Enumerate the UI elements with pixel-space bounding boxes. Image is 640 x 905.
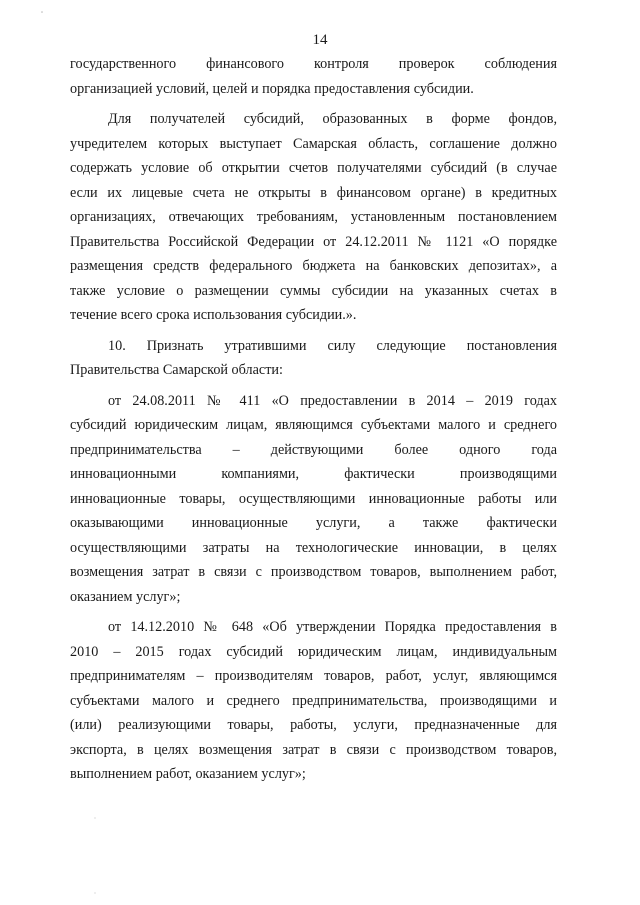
paragraph [70, 107, 557, 328]
text-line: 10. Признать утратившими силу следующие постановления [108, 337, 557, 354]
text-line: организацией условий, целей и порядка предоставления субсидии. [70, 80, 474, 97]
text-line: оказывающими инновационные услуги, а также фактически [70, 515, 557, 531]
text-line: оказанием услуг»; [70, 588, 181, 605]
text-line: от 24.08.2011 № 411 «О предоставлении в 2014 – 2019 годах [108, 392, 557, 409]
text-line: предпринимателям – производителям товаров, работ, услуг, являющимся [70, 668, 557, 684]
text-line: Правительства Самарской области: [70, 362, 283, 378]
paragraph [70, 615, 557, 787]
text-line: субсидий юридическим лицам, являющимся субъектами малого и среднего [70, 417, 557, 433]
text-line: Правительства Российской Федерации от 24.12.2011 № 1121 «О порядке [70, 233, 557, 250]
scan-speck [94, 892, 95, 893]
text-line: выполнением работ, оказанием услуг»; [70, 766, 306, 782]
scan-speck [41, 11, 43, 13]
text-line: возмещения затрат в связи с производством товаров, выполнением работ, [70, 564, 557, 580]
paragraph [70, 334, 557, 383]
text-line: субъектами малого и среднего предпринимательства, производящими и [70, 692, 557, 709]
text-line: учредителем которых выступает Самарская область, соглашение должно [70, 135, 557, 152]
scan-speck [94, 817, 95, 818]
text-line: осуществляющими затраты на технологические инновации, в целях [70, 539, 557, 556]
document-body [70, 52, 557, 787]
text-line: экспорта, в целях возмещения затрат в связи с производством товаров, [70, 741, 557, 758]
text-line: Для получателей субсидий, образованных в форме фондов, [108, 111, 557, 127]
text-line: также условие о размещении суммы субсидии на указанных счетах в [70, 282, 557, 299]
text-line: инновационные товары, осуществляющими инновационные работы или [70, 490, 557, 507]
text-line: (или) реализующими товары, работы, услуги, предназначенные для [70, 717, 557, 733]
text-line: содержать условие об открытии счетов получателями субсидий (в случае [70, 160, 557, 176]
text-line: от 14.12.2010 № 648 «Об утверждении Порядка предоставления в [108, 619, 557, 635]
text-line: организациях, отвечающих требованиям, установленным постановлением [70, 209, 557, 225]
text-line: течение всего срока использования субсидии.». [70, 307, 357, 323]
paragraph [70, 389, 557, 610]
text-line: 2010 – 2015 годах субсидий юридическим лицам, индивидуальным [70, 643, 557, 660]
page-number: 14 [312, 32, 328, 48]
text-line: предпринимательства – действующими более одного года [70, 441, 557, 458]
text-line: государственного финансового контроля проверок соблюдения [70, 56, 557, 72]
text-line: инновационными компаниями, фактически производящими [70, 466, 557, 482]
paragraph [70, 52, 557, 101]
text-line: если их лицевые счета не открыты в финансовом органе) в кредитных [70, 184, 557, 201]
text-line: размещения средств федерального бюджета на банковских депозитах», а [70, 258, 557, 274]
